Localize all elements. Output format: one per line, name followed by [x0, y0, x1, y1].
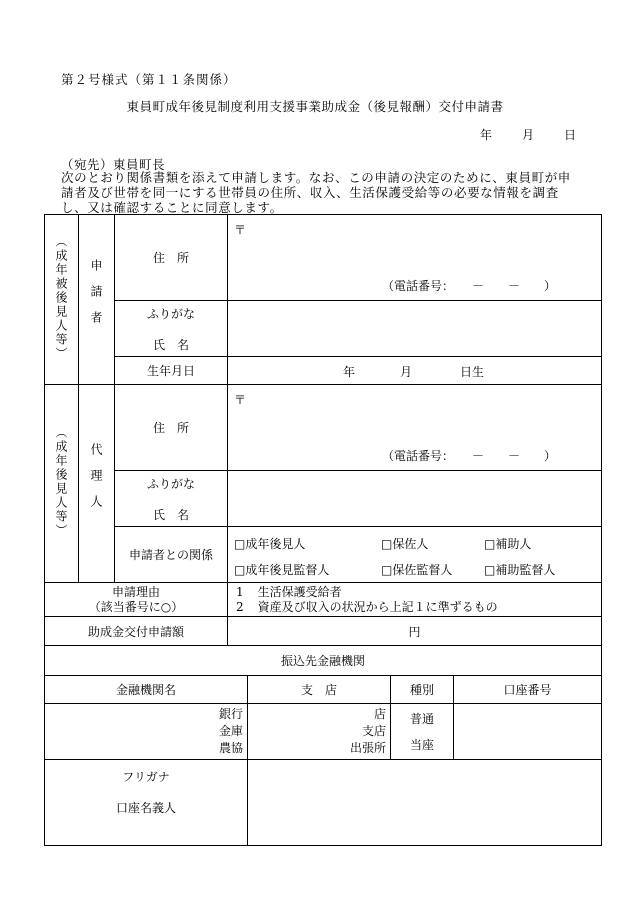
- relation-option-assistant[interactable]: □補助人: [484, 537, 532, 551]
- branch-type-office: 出張所: [349, 741, 386, 755]
- col-account: 口座番号: [454, 676, 602, 704]
- reason-option-1[interactable]: 1 生活保護受給者: [236, 584, 342, 599]
- agent-address-label: 住 所: [115, 385, 228, 471]
- col-branch: 支 店: [248, 676, 391, 704]
- reason-options: [228, 583, 602, 617]
- reason-option-2[interactable]: 2 資産及び収入の状況から上記１に準ずるもの: [236, 599, 498, 614]
- account-type-checking: 当座: [409, 737, 434, 752]
- applicant-phone: （電話番号： － － ）: [382, 279, 557, 293]
- applicant-name-field[interactable]: [228, 301, 602, 357]
- application-form-table: [44, 214, 602, 646]
- applicant-address-label: 住 所: [115, 215, 228, 301]
- holder-labels: [45, 760, 248, 846]
- bank-section-title: 振込先金融機関: [45, 646, 602, 676]
- holder-name-field[interactable]: [248, 760, 602, 846]
- form-number: 第２号様式（第１１条関係）: [61, 72, 237, 87]
- applicant-birth-field[interactable]: [228, 357, 602, 385]
- applicant-role-label: 申請者: [79, 215, 115, 385]
- holder-furigana-label: フリガナ: [122, 770, 170, 784]
- relation-option-curator[interactable]: □保佐人: [381, 537, 429, 551]
- amount-label: 助成金交付申請額: [45, 617, 228, 646]
- applicant-birth-label: 生年月日: [115, 357, 228, 385]
- applicant-furigana-label: ふりがな: [146, 306, 195, 321]
- account-type-savings: 普通: [409, 711, 434, 726]
- branch-type-store: 店: [373, 707, 386, 721]
- amount-field[interactable]: [228, 617, 602, 646]
- relation-option-assistant-supervisor[interactable]: □補助監督人: [484, 563, 556, 577]
- inst-type-bank: 銀行: [218, 707, 243, 721]
- inst-type-shinkin: 金庫: [218, 724, 243, 738]
- amount-unit: 円: [408, 624, 421, 639]
- addressee: （宛先）東員町長: [61, 157, 166, 172]
- agent-furigana-label: ふりがな: [146, 476, 195, 491]
- agent-postal-mark: 〒: [234, 393, 247, 407]
- branch-type-branch: 支店: [361, 724, 386, 738]
- account-type-field[interactable]: [391, 704, 454, 760]
- col-type: 種別: [391, 676, 454, 704]
- relation-option-guardian-supervisor[interactable]: □成年後見監督人: [234, 563, 330, 577]
- agent-address-field[interactable]: [228, 385, 602, 471]
- birth-year: 年: [343, 365, 356, 379]
- agent-relation-options: [228, 527, 602, 583]
- document-title: 東員町成年後見制度利用支援事業助成金（後見報酬）交付申請書: [126, 99, 504, 114]
- col-institution: 金融機関名: [45, 676, 248, 704]
- bank-table: [44, 645, 602, 846]
- branch-field[interactable]: [248, 704, 391, 760]
- applicant-name-label: 氏 名: [152, 337, 189, 352]
- agent-role-label: 代理人: [79, 385, 115, 583]
- date-day: 日: [564, 128, 577, 142]
- inst-type-nokyo: 農協: [218, 741, 243, 755]
- applicant-name-labels: [115, 301, 228, 357]
- application-date: [480, 126, 576, 143]
- agent-name-field[interactable]: [228, 471, 602, 527]
- agent-relation-label: 申請者との関係: [115, 527, 228, 583]
- relation-option-curator-supervisor[interactable]: □保佐監督人: [381, 563, 453, 577]
- agent-group-label: （成年後見人等）: [45, 385, 79, 583]
- birth-day: 日生: [460, 365, 485, 379]
- applicant-address-field[interactable]: [228, 215, 602, 301]
- reason-label: 申請理由 （該当番号に○）: [45, 583, 228, 617]
- applicant-postal-mark: 〒: [234, 223, 247, 237]
- holder-name-label: 口座名義人: [115, 801, 176, 815]
- institution-field[interactable]: [45, 704, 248, 760]
- agent-name-label: 氏 名: [152, 507, 189, 522]
- applicant-group-label: （成年被後見人等）: [45, 215, 79, 385]
- agent-name-labels: [115, 471, 228, 527]
- account-number-field[interactable]: [454, 704, 602, 760]
- date-month: 月: [522, 128, 535, 142]
- agent-phone: （電話番号： － － ）: [382, 449, 557, 463]
- birth-month: 月: [400, 365, 413, 379]
- relation-option-guardian[interactable]: □成年後見人: [234, 537, 306, 551]
- intro-text: 次のとおり関係書類を添えて申請します。なお、この申請の決定のために、東員町が申請者及び世帯を同一にする世帯員の住所、収入、生活保護受給等の必要な情報を調査し、又は確認することに同意します。: [61, 170, 571, 215]
- date-year: 年: [480, 128, 493, 142]
